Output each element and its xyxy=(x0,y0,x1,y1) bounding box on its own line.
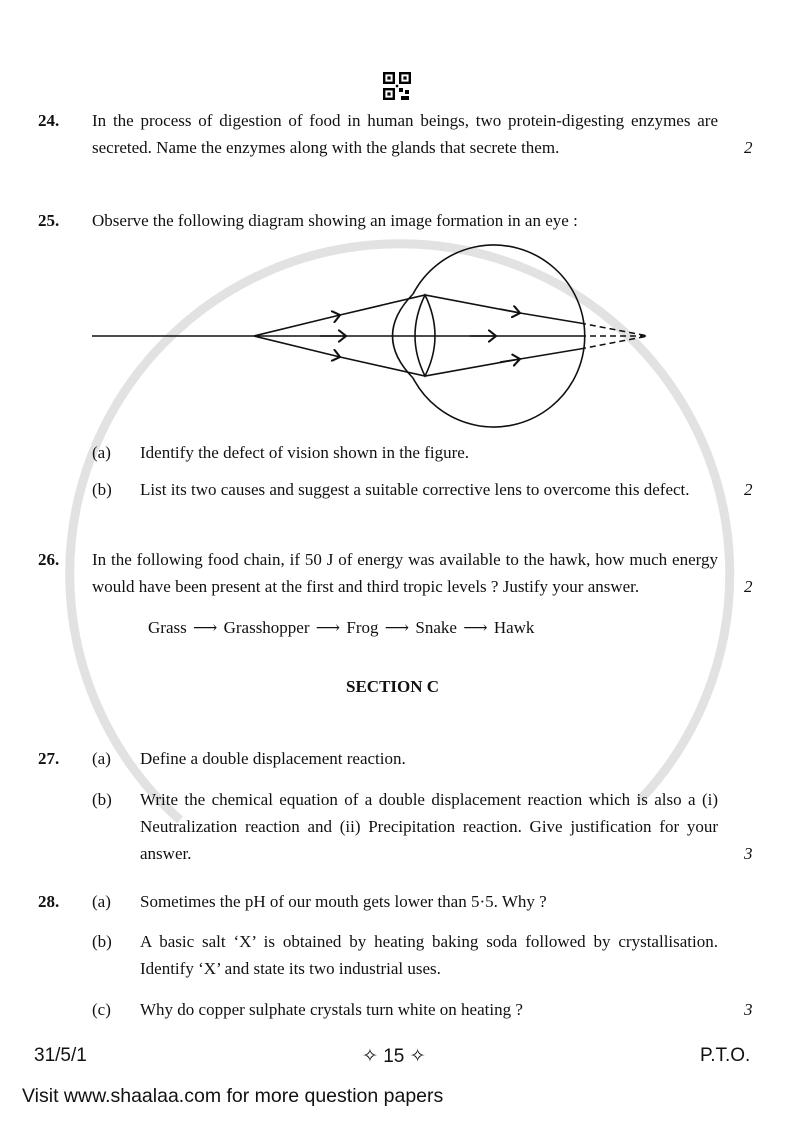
page-number: ✧ 15 ✧ xyxy=(362,1046,426,1067)
question-24-text: In the process of digestion of food in human beings, two protein-digesting enzymes are secreted. Name the enzymes along with the glands that secrete them. xyxy=(92,111,718,157)
arrow: ⟶ xyxy=(384,618,410,637)
question-25a-text: Identify the defect of vision shown in the figure. xyxy=(140,443,470,462)
marks: 2 xyxy=(744,480,753,499)
question-25-parts xyxy=(0,439,800,503)
chain-item: Frog xyxy=(346,618,379,637)
question-number: 26. xyxy=(38,550,60,569)
question-number: 25. xyxy=(38,211,60,230)
section-heading: SECTION C xyxy=(346,677,440,696)
sub-label: (c) xyxy=(92,1000,111,1019)
question-number: 27. xyxy=(38,749,60,768)
question-26 xyxy=(0,546,800,700)
question-28 xyxy=(0,888,800,1023)
sub-label: (b) xyxy=(92,790,112,809)
chain-item: Grass xyxy=(148,618,187,637)
chain-item: Snake xyxy=(415,618,457,637)
question-27 xyxy=(0,745,800,867)
sub-label: (a) xyxy=(92,749,111,768)
question-27b-text: Write the chemical equation of a double displacement reaction which is also a (i) Neutralization reaction and (ii) Precipitation reaction. Give justification for your answer. xyxy=(140,790,718,863)
sub-label: (a) xyxy=(92,443,111,462)
question-28c-text: Why do copper sulphate crystals turn white on heating ? xyxy=(140,1000,523,1019)
chain-item: Hawk xyxy=(493,618,535,637)
dashed-extension xyxy=(580,323,648,349)
visit-link[interactable]: Visit www.shaalaa.com for more question papers xyxy=(22,1085,444,1107)
question-25b-text: List its two causes and suggest a suitable corrective lens to overcome this defect. xyxy=(140,480,690,499)
sub-label: (b) xyxy=(92,480,112,499)
question-27a-text: Define a double displacement reaction. xyxy=(140,749,406,768)
marks: 3 xyxy=(744,844,753,863)
question-number: 28. xyxy=(38,892,60,911)
question-28b-text: A basic salt ‘X’ is obtained by heating baking soda followed by crystallisation. Identify ‘X’ and state its two industrial uses. xyxy=(140,932,718,978)
paper-code: 31/5/1 xyxy=(34,1045,87,1066)
question-25-text: Observe the following diagram showing an image formation in an eye : xyxy=(92,211,578,230)
arrow: ⟶ xyxy=(192,618,218,637)
marks: 2 xyxy=(744,577,753,596)
sub-label: (a) xyxy=(92,892,111,911)
marks: 3 xyxy=(744,1000,753,1019)
marks: 2 xyxy=(744,138,753,157)
arrow: ⟶ xyxy=(315,618,341,637)
question-26-text: In the following food chain, if 50 J of energy was available to the hawk, how much energy would have been present at the first and third tropic levels ? Justify your answer. xyxy=(92,550,718,596)
eye-diagram xyxy=(0,0,800,460)
question-28a-text: Sometimes the pH of our mouth gets lower than 5·5. Why ? xyxy=(140,892,547,911)
question-number: 24. xyxy=(38,111,60,130)
pto-label: P.T.O. xyxy=(700,1045,751,1066)
chain-item: Grasshopper xyxy=(223,618,310,637)
arrow: ⟶ xyxy=(463,618,488,637)
food-chain xyxy=(148,614,800,641)
sub-label: (b) xyxy=(92,932,112,951)
